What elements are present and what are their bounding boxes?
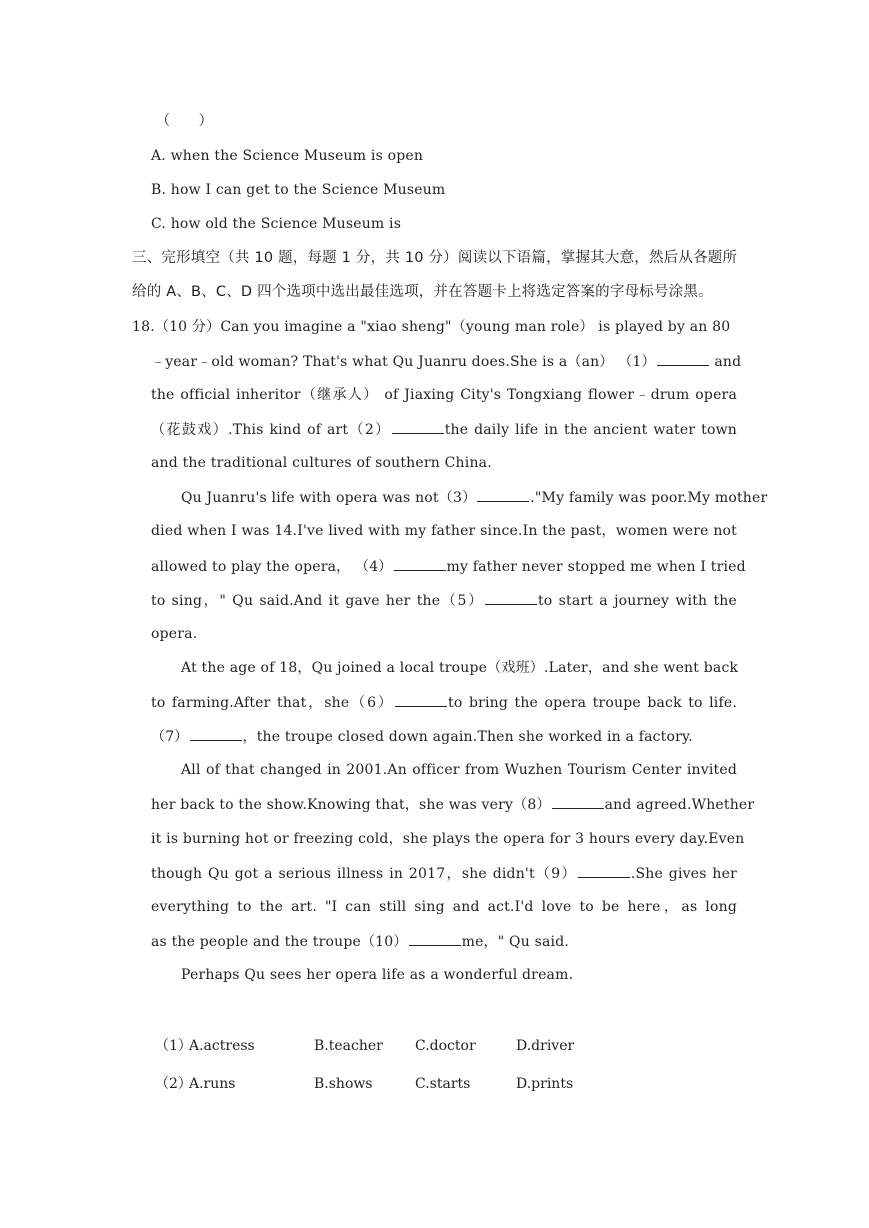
blank-2[interactable] <box>392 419 444 434</box>
answer-bracket: （ ） <box>156 113 213 129</box>
blank-5[interactable] <box>485 590 537 605</box>
passage-line: the official inheritor（继承人） of Jiaxing City's Tongxiang flower﹣drum opera <box>151 387 737 403</box>
passage-line: as the people and the troupe（10） me，" Qu said. <box>151 931 569 952</box>
option-a: A. when the Science Museum is open <box>151 148 424 164</box>
passage-line: her back to the show.Knowing that，she was very（8） and agreed.Whether <box>151 794 737 815</box>
blank-10[interactable] <box>409 931 461 946</box>
passage-line: to farming.After that，she（6） to bring the opera troupe back to life. <box>151 692 737 713</box>
choice-c[interactable]: C.doctor <box>415 1038 476 1054</box>
passage-line: All of that changed in 2001.An officer from Wuzhen Tourism Center invited <box>181 762 737 778</box>
blank-1[interactable] <box>657 351 709 366</box>
choice-number: （2） <box>155 1076 192 1092</box>
section-instructions: 给的 A、B、C、D 四个选项中选出最佳选项，并在答题卡上将选定答案的字母标号涂黑。 <box>132 284 713 300</box>
choice-d[interactable]: D.prints <box>516 1076 574 1092</box>
passage-line: （7） ，the troupe closed down again.Then she worked in a factory. <box>151 726 693 747</box>
passage-line: it is burning hot or freezing cold，she plays the opera for 3 hours every day.Even <box>151 831 745 847</box>
passage-line: Perhaps Qu sees her opera life as a wonderful dream. <box>181 967 574 983</box>
choice-a[interactable]: A.actress <box>189 1038 255 1054</box>
choice-number: （1） <box>155 1038 192 1054</box>
option-b: B. how I can get to the Science Museum <box>151 182 446 198</box>
blank-6[interactable] <box>395 692 447 707</box>
blank-9[interactable] <box>578 863 630 878</box>
passage-line: opera. <box>151 626 198 642</box>
choice-c[interactable]: C.starts <box>415 1076 471 1092</box>
section-heading: 三、完形填空（共 10 题，每题 1 分，共 10 分）阅读以下语篇，掌握其大意，然后从各题所 <box>132 250 738 266</box>
blank-4[interactable] <box>394 556 446 571</box>
passage-line: （花鼓戏）.This kind of art（2） the daily life in the ancient water town <box>151 419 737 440</box>
blank-8[interactable] <box>552 794 604 809</box>
passage-line: At the age of 18，Qu joined a local troupe（戏班）.Later，and she went back <box>181 660 739 676</box>
choice-d[interactable]: D.driver <box>516 1038 575 1054</box>
passage-line: to sing，" Qu said.And it gave her the（5） to start a journey with the <box>151 590 737 611</box>
passage-line: everything to the art. "I can still sing and act.I'd love to be here，as long <box>151 899 737 915</box>
passage-line: and the traditional cultures of southern China. <box>151 455 492 471</box>
passage-line: Qu Juanru's life with opera was not（3） ."My family was poor.My mother <box>181 487 737 508</box>
passage-line: died when I was 14.I've lived with my father since.In the past，women were not <box>151 523 737 539</box>
passage-line: though Qu got a serious illness in 2017，she didn't（9） .She gives her <box>151 863 737 884</box>
choice-b[interactable]: B.shows <box>314 1076 373 1092</box>
blank-3[interactable] <box>477 487 529 502</box>
passage-line: 18.（10 分）Can you imagine a "xiao sheng"（young man role） is played by an 80 <box>132 319 731 335</box>
choice-b[interactable]: B.teacher <box>314 1038 383 1054</box>
blank-7[interactable] <box>190 726 242 741</box>
choice-a[interactable]: A.runs <box>189 1076 236 1092</box>
passage-line: allowed to play the opera， （4） my father never stopped me when I tried <box>151 556 737 577</box>
passage-line: ﹣year﹣old woman? That's what Qu Juanru does.She is a（an） （1） and <box>151 351 737 372</box>
option-c: C. how old the Science Museum is <box>151 216 402 232</box>
